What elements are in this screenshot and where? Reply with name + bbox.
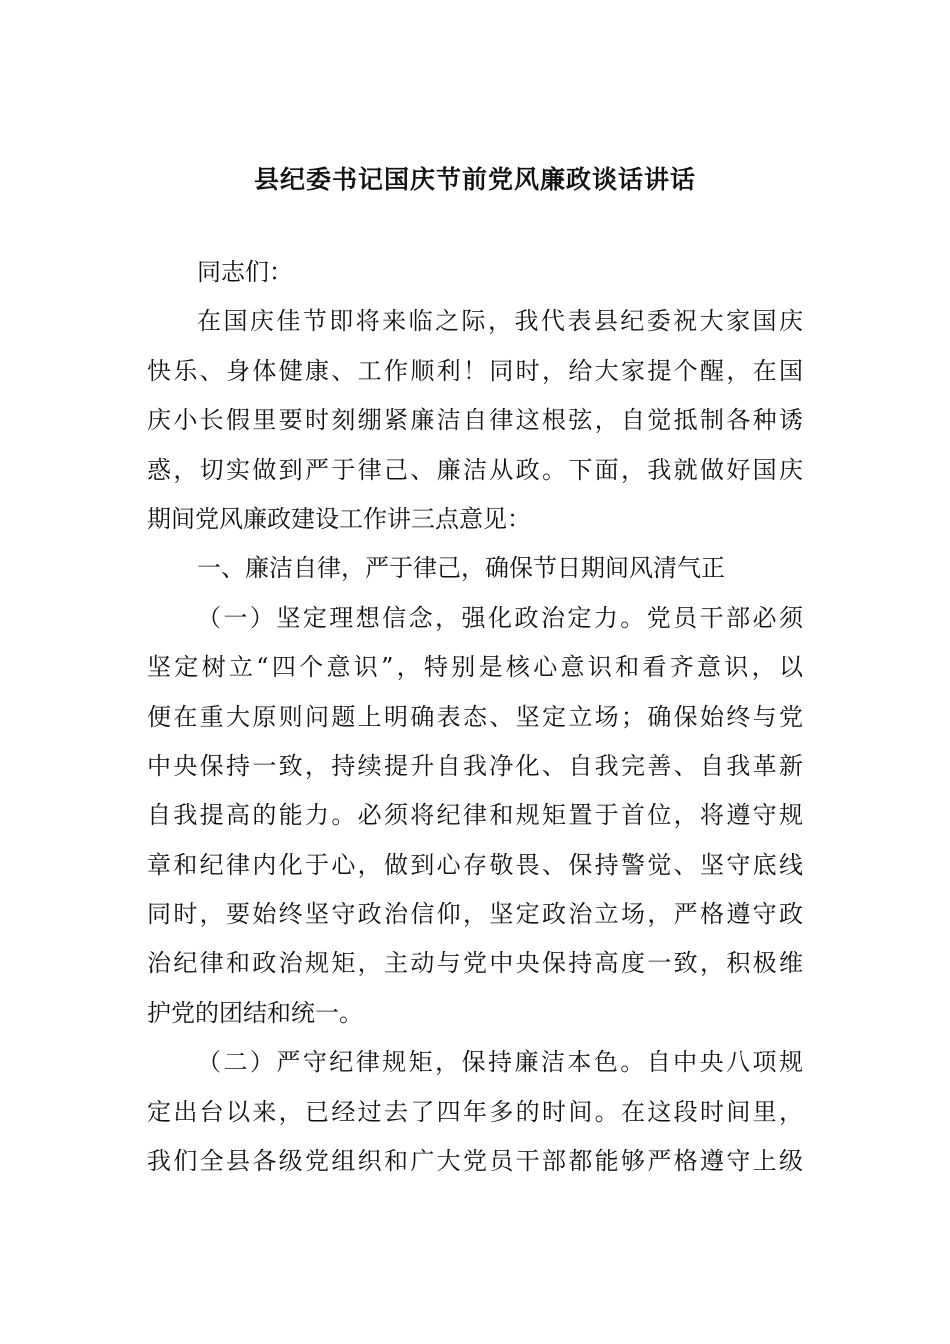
text-line: 护党的团结和统一。 [147,998,363,1027]
text-line: 同时，要始终坚守政治信仰，坚定政治立场，严格遵守政 [147,900,803,929]
document-body [147,248,803,1186]
text-line: 一、廉洁自律，严于律己，确保节日期间风清气正 [197,554,725,583]
text-line: 惑，切实做到严于律己、廉洁从政。下面，我就做好国庆 [147,455,803,484]
text-line: 自我提高的能力。必须将纪律和规矩置于首位，将遵守规 [147,801,803,830]
text-line: 中央保持一致，持续提升自我净化、自我完善、自我革新 [147,751,803,780]
text-line: 便在重大原则问题上明确表态、坚定立场；确保始终与党 [147,702,803,731]
text-line: 定出台以来，已经过去了四年多的时间。在这段时间里， [147,1097,803,1126]
text-line: 快乐、身体健康、工作顺利！同时，给大家提个醒，在国 [147,356,803,385]
text-line: 我们全县各级党组织和广大党员干部都能够严格遵守上级 [147,1147,803,1176]
text-line: 治纪律和政治规矩，主动与党中央保持高度一致，积极维 [147,949,803,978]
text-line: 坚定树立“四个意识”，特别是核心意识和看齐意识，以 [147,653,803,682]
text-line: （二）严守纪律规矩，保持廉洁本色。自中央八项规 [197,1048,803,1077]
document-title: 县纪委书记国庆节前党风廉政谈话讲话 [253,165,696,194]
text-line: 庆小长假里要时刻绷紧廉洁自律这根弦，自觉抵制各种诱 [147,406,803,435]
text-line: 期间党风廉政建设工作讲三点意见： [147,504,531,533]
text-line: 在国庆佳节即将来临之际，我代表县纪委祝大家国庆 [197,307,803,336]
text-line: 章和纪律内化于心，做到心存敬畏、保持警觉、坚守底线 [147,850,803,879]
text-line: （一）坚定理想信念，强化政治定力。党员干部必须 [197,603,803,632]
text-line: 同志们： [197,258,293,286]
